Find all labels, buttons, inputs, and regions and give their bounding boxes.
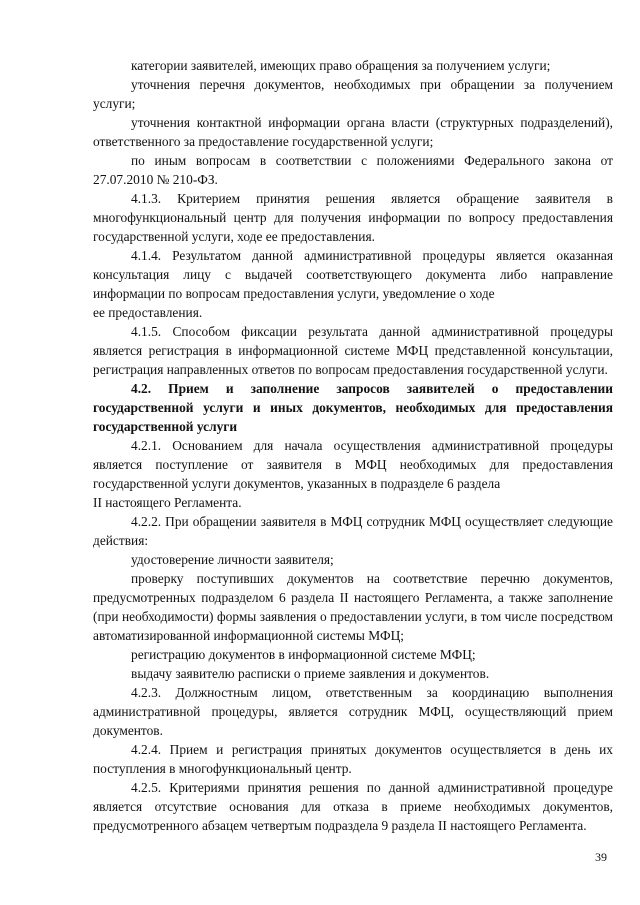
paragraph: ее предоставления. bbox=[93, 305, 203, 320]
paragraph: регистрацию документов в информационной системе МФЦ; bbox=[131, 647, 476, 662]
paragraph: 4.1.3. Критерием принятия решения является обращение заявителя в многофункциональный центр для получения информации по вопросу предоставления государственной услуги, ходе ее предоставления. bbox=[93, 191, 613, 244]
paragraph: выдачу заявителю расписки о приеме заявления и документов. bbox=[131, 666, 490, 681]
paragraph: категории заявителей, имеющих право обращения за получением услуги; bbox=[131, 58, 551, 73]
page-number: 39 bbox=[595, 850, 607, 864]
document-page bbox=[93, 56, 613, 835]
paragraph: 4.1.5. Способом фиксации результата данной административной процедуры является регистрация в информационной системе МФЦ представленной консультации, регистрация направленных ответов по вопросам предоставления государственной услуги. bbox=[93, 324, 613, 377]
paragraph: проверку поступивших документов на соответствие перечню документов, предусмотренных подразделом 6 раздела II настоящего Регламента, а также заполнение (при необходимости) формы заявления о предоставлении услуги, в том числе посредством автоматизированной информационной системы МФЦ; bbox=[93, 571, 613, 643]
paragraph: 4.2.2. При обращении заявителя в МФЦ сотрудник МФЦ осуществляет следующие действия: bbox=[93, 514, 613, 548]
paragraph: 4.2.3. Должностным лицом, ответственным за координацию выполнения административной процедуры, является сотрудник МФЦ, осуществляющий прием документов. bbox=[93, 685, 613, 738]
paragraph: уточнения контактной информации органа власти (структурных подразделений), ответственного за предоставление государственной услуги; bbox=[93, 115, 613, 149]
paragraph: уточнения перечня документов, необходимых при обращении за получением услуги; bbox=[93, 77, 613, 111]
section-heading: 4.2. Прием и заполнение запросов заявителей о предоставлении государственной услуги и иных документов, необходимых для предоставления государственной услуги bbox=[93, 381, 613, 434]
paragraph: 4.2.1. Основанием для начала осуществления административной процедуры является поступление от заявителя в МФЦ необходимых для предоставления государственной услуги документов, указанных в подразделе 6 раздела bbox=[93, 438, 613, 491]
paragraph: 4.2.5. Критериями принятия решения по данной административной процедуре является отсутствие основания для отказа в приеме необходимых документов, предусмотренного абзацем четвертым подраздела 9 раздела II настоящего Регламента. bbox=[93, 780, 613, 833]
paragraph: удостоверение личности заявителя; bbox=[131, 552, 334, 567]
paragraph: 4.1.4. Результатом данной административной процедуры является оказанная консультация лицу с выдачей соответствующего документа либо направление информации по вопросам предоставления услуги, уведомление о ходе bbox=[93, 248, 613, 301]
paragraph: по иным вопросам в соответствии с положениями Федерального закона от 27.07.2010 № 210-ФЗ. bbox=[93, 153, 613, 187]
paragraph: 4.2.4. Прием и регистрация принятых документов осуществляется в день их поступления в многофункциональный центр. bbox=[93, 742, 613, 776]
paragraph: II настоящего Регламента. bbox=[93, 495, 242, 510]
